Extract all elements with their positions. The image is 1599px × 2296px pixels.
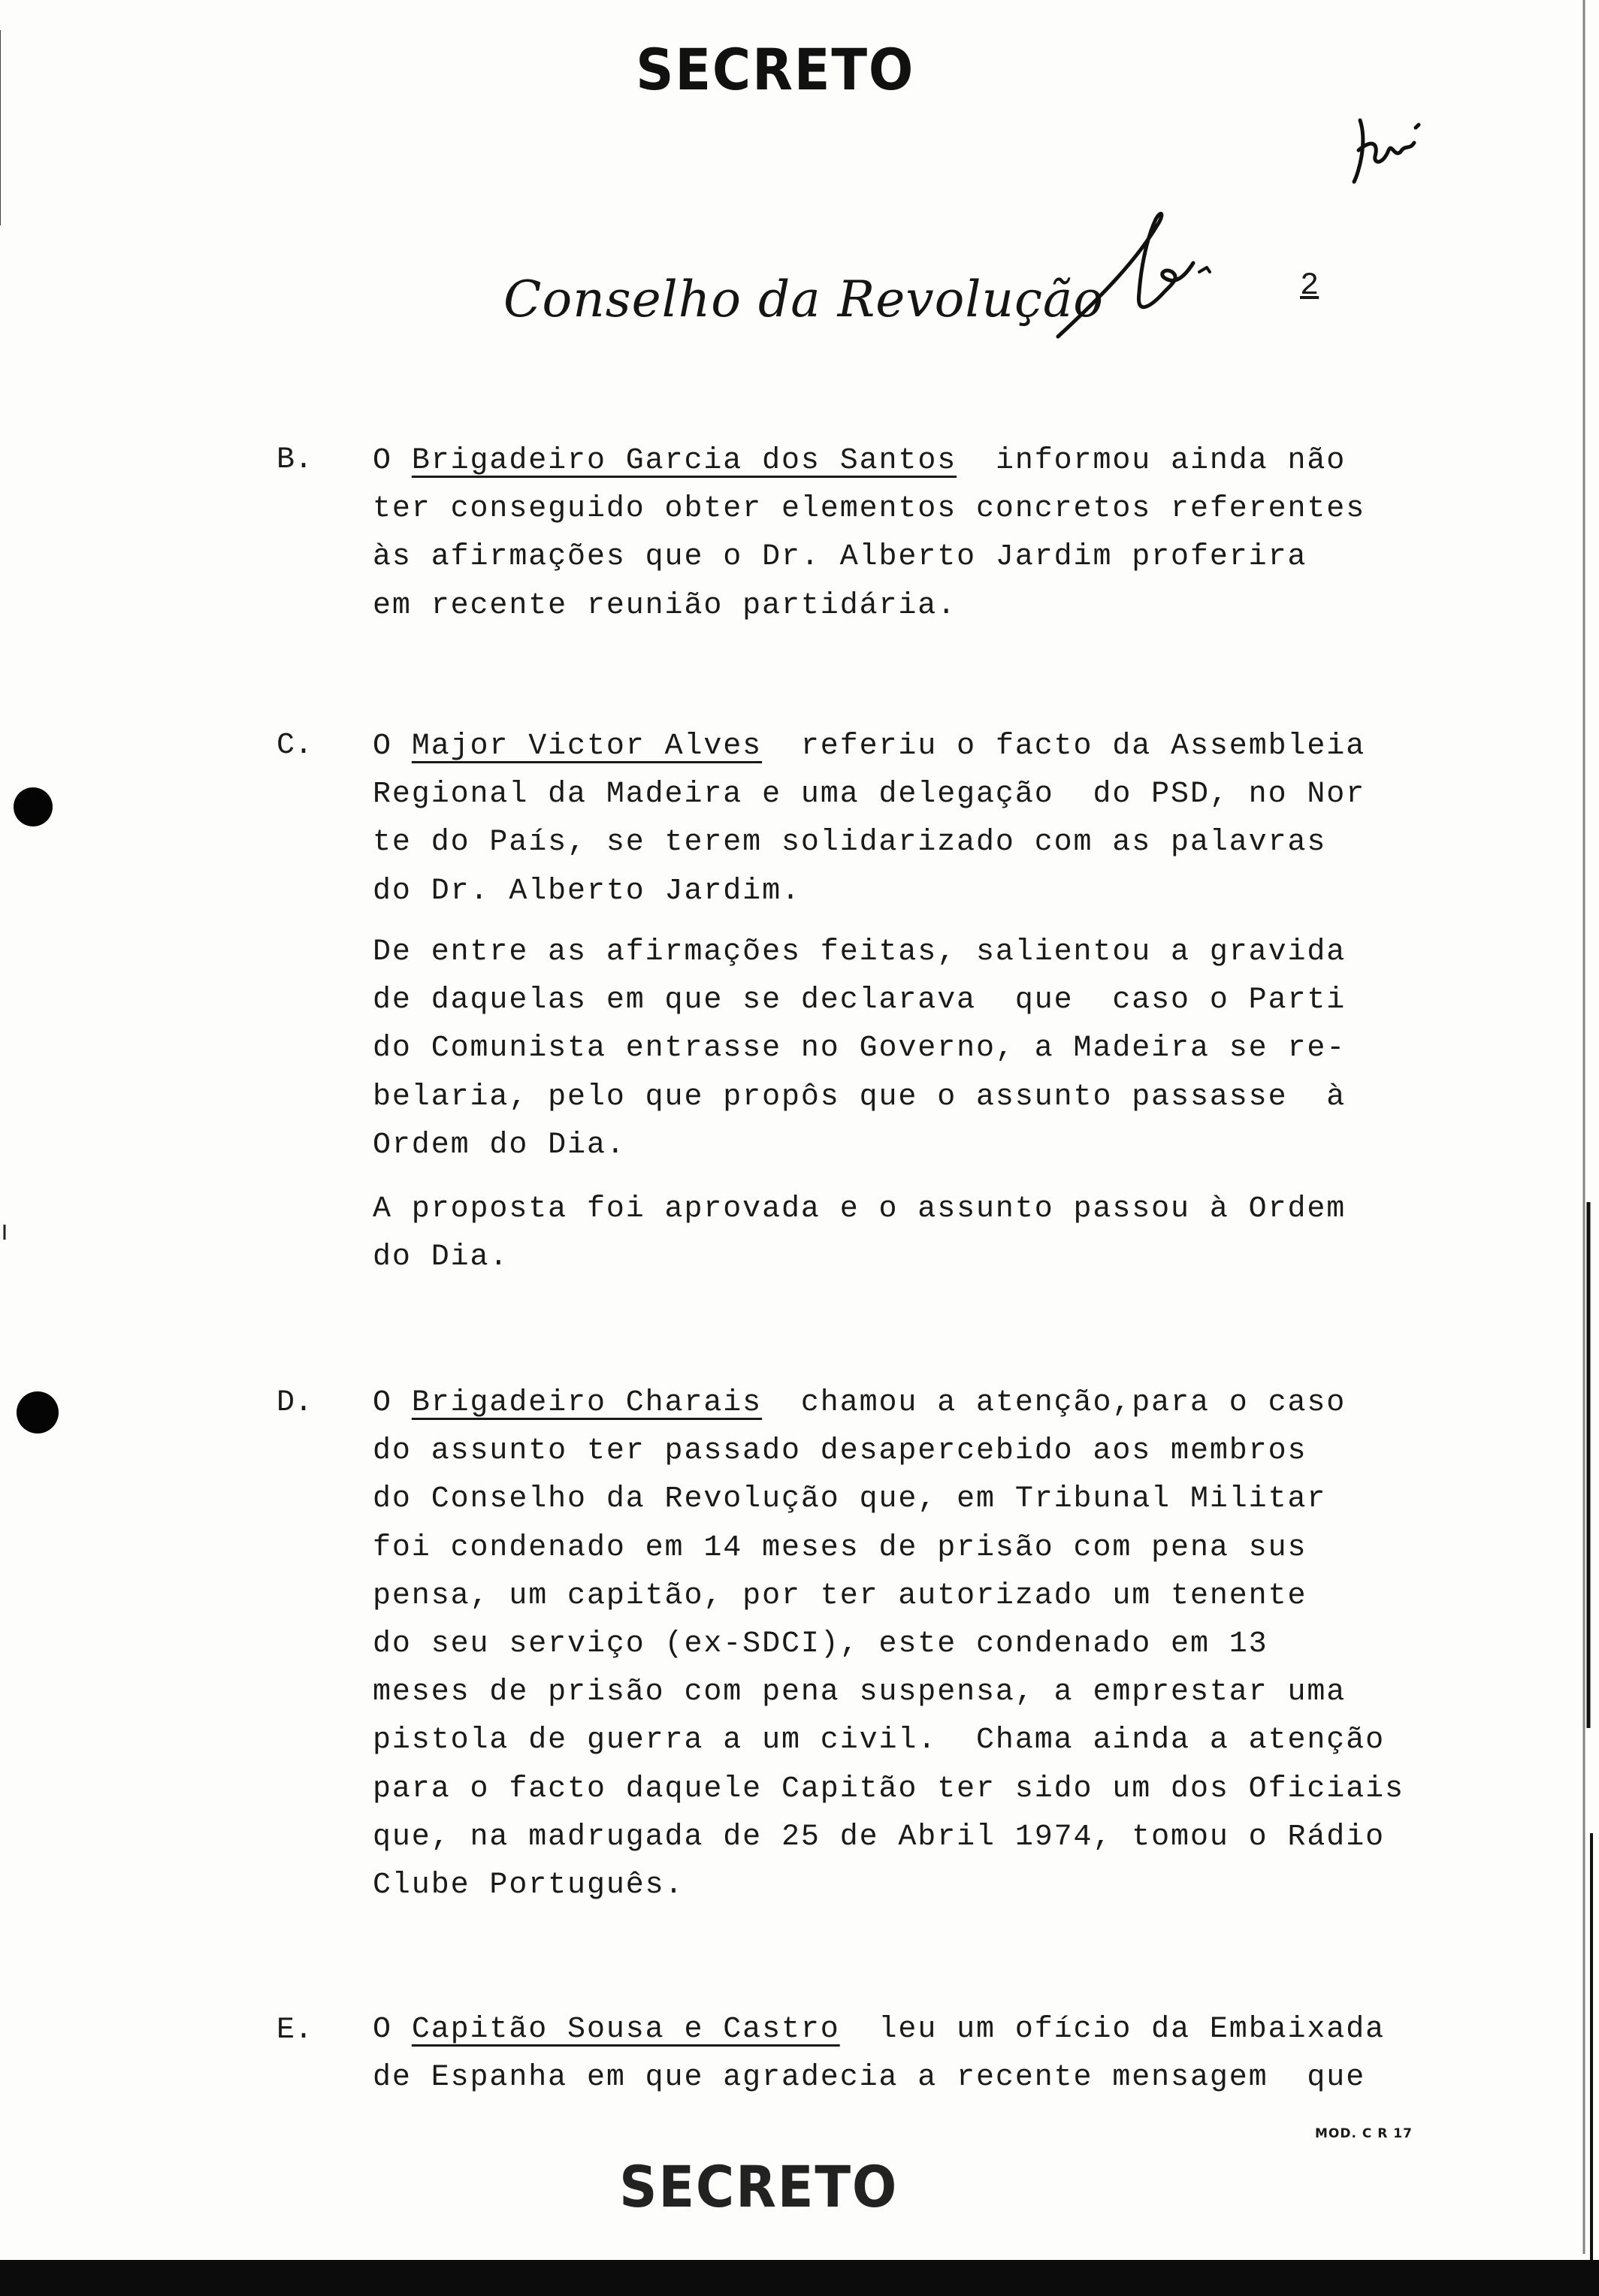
section-d-text: O Brigadeiro Charais chamou a atenção,para o caso do assunto ter passado desapercebido aos membros do Conselho da Revolução que, em Tribunal Militar foi condenado em 14 meses de prisão com pena sus pensa, um capitão, por ter autorizado um tenente do seu serviço (ex-SDCI), este condenado em 13 meses de prisão com pena suspensa, a emprestar uma pistola de guerra a um civil. Chama ainda a atenção para o facto daquele Capitão ter sido um dos Oficiais que, na madrugada de 25 de Abril 1974, tomou o Rádio Clube Português.	[373, 1379, 1395, 1910]
text-line: Clube Português.	[373, 1869, 685, 1903]
text-line: foi condenado em 14 meses de prisão com pena sus	[373, 1530, 1307, 1565]
text-line: para o facto daquele Capitão ter sido um dos Oficiais	[373, 1772, 1404, 1806]
text-line: pensa, um capitão, por ter autorizado um tenente	[373, 1578, 1307, 1613]
letterhead: Conselho da Revolução	[503, 270, 1105, 328]
first-word: O	[373, 444, 412, 478]
line-rest: leu um ofício da Embaixada	[878, 2013, 1386, 2047]
secret-stamp-bottom: SECRETO	[619, 2153, 899, 2220]
text-line: do Conselho da Revolução que, em Tribunal Militar	[373, 1482, 1327, 1517]
section-c-para-1: O Major Victor Alves referiu o facto da Assembleia Regional da Madeira e uma delegação do PSD, no Nor te do País, se terem solidarizado com as palavras do Dr. Alberto Jardim.	[373, 723, 1395, 916]
officer-name: Major Victor Alves	[411, 730, 763, 763]
text-line: do assunto ter passado desapercebido aos membros	[373, 1434, 1307, 1469]
line-rest: informou ainda não	[995, 444, 1347, 478]
officer-name: Capitão Sousa e Castro	[411, 2013, 840, 2047]
text-line: ter conseguido obter elementos concretos referentes	[373, 492, 1366, 527]
text-line: belaria, pelo que propôs que o assunto passasse à	[373, 1080, 1347, 1114]
text-line: que, na madrugada de 25 de Abril 1974, tomou o Rádio	[373, 1820, 1386, 1854]
handwritten-signature-icon	[1052, 203, 1225, 346]
text-line: meses de prisão com pena suspensa, a emprestar uma	[373, 1675, 1347, 1710]
text-line: do seu serviço (ex-SDCI), este condenado em 13	[373, 1627, 1268, 1662]
section-label-c: C.	[277, 729, 313, 763]
section-b-text	[373, 437, 1395, 630]
text-line: A proposta foi aprovada e o assunto passou à Ordem	[373, 1192, 1347, 1226]
section-label-b: B.	[277, 443, 313, 477]
bottom-edge-band	[0, 2260, 1599, 2296]
line-rest: chamou a atenção,para o caso	[800, 1386, 1347, 1420]
text-line: Ordem do Dia.	[373, 1128, 626, 1162]
text-line: do Dr. Alberto Jardim.	[373, 874, 801, 908]
section-e-text: O Capitão Sousa e Castro leu um ofício da Embaixada de Espanha em que agradecia a recente mensagem que	[373, 2006, 1395, 2102]
text-line: De entre as afirmações feitas, salientou a gravida	[373, 935, 1347, 969]
secret-stamp-top: SECRETO	[636, 36, 915, 103]
text-line: pistola de guerra a um civil. Chama ainda a atenção	[373, 1724, 1386, 1758]
text-line: do Comunista entrasse no Governo, a Madeira se re-	[373, 1032, 1347, 1066]
section-label-e: E.	[277, 2014, 313, 2047]
officer-name: Brigadeiro Garcia dos Santos	[411, 444, 957, 478]
text-line: às afirmações que o Dr. Alberto Jardim proferira	[373, 540, 1307, 575]
page-number: 2	[1300, 267, 1319, 304]
text-line: te do País, se terem solidarizado com as palavras	[373, 826, 1327, 860]
form-code: MOD. C R 17	[1315, 2126, 1413, 2141]
officer-name: Brigadeiro Charais	[411, 1386, 763, 1420]
section-c-para-2	[373, 929, 1395, 1170]
section-label-d: D.	[277, 1386, 313, 1420]
handwritten-initials-icon	[1338, 98, 1435, 188]
section-c-para-3	[373, 1186, 1395, 1282]
text-line: do Dia.	[373, 1240, 509, 1275]
text-line: em recente reunião partidária.	[373, 588, 957, 623]
text-line: Regional da Madeira e uma delegação do PSD, no Nor	[373, 778, 1366, 812]
punch-hole-icon	[17, 1391, 59, 1433]
text-line: de Espanha em que agradecia a recente mensagem que	[373, 2061, 1366, 2095]
text-line: de daquelas em que se declarava que caso o Parti	[373, 983, 1347, 1018]
line-rest: referiu o facto da Assembleia	[800, 730, 1366, 763]
punch-hole-icon	[14, 787, 53, 826]
